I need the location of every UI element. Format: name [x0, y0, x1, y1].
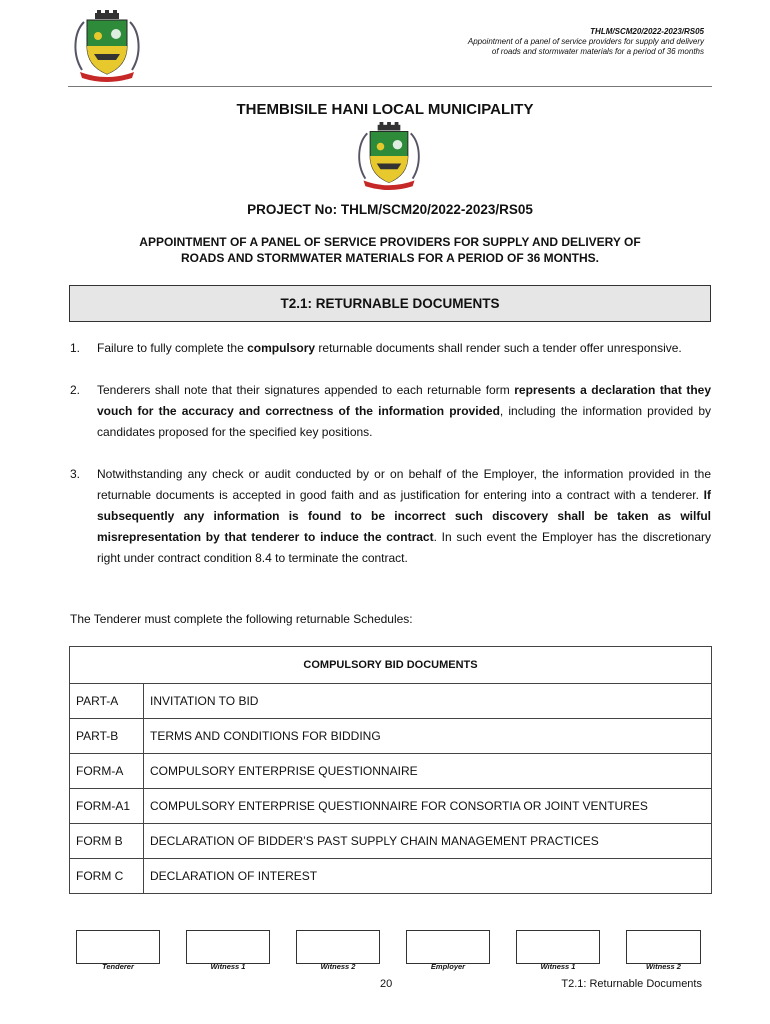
coat-of-arms-icon [70, 10, 144, 82]
municipality-title: THEMBISILE HANI LOCAL MUNICIPALITY [236, 101, 534, 118]
clause-text-bold: If subsequently any information is found to be incorrect such discovery shall be taken as wilful misrepresentation by that tenderer to induce the contract [97, 488, 711, 544]
document-code: PART-A [70, 684, 144, 719]
document-reference [374, 27, 704, 57]
employer-witness-1-initial-box[interactable] [516, 930, 600, 964]
clause-text-part: returnable documents shall render such a tender offer unresponsive. [315, 341, 682, 355]
employer-witness-2-initial-box[interactable] [626, 930, 701, 964]
employer-initial-box[interactable] [406, 930, 490, 964]
clause-number: 3. [70, 467, 81, 481]
table-row [70, 684, 712, 719]
document-description: INVITATION TO BID [144, 684, 712, 719]
witness-2-initial-box[interactable] [296, 930, 380, 964]
clause-1 [70, 338, 711, 359]
clause-text-part: . In such event the Employer has the discretionary right under contract condition 8.4 to terminate the contract. [97, 530, 711, 565]
clause-text [97, 380, 711, 443]
clause-2 [70, 380, 711, 443]
subject-line-1: APPOINTMENT OF A PANEL OF SERVICE PROVIDERS FOR SUPPLY AND DELIVERY OF [139, 235, 641, 249]
table-header-row [70, 647, 712, 684]
document-code: PART-B [70, 719, 144, 754]
clause-text-part: Notwithstanding any check or audit conducted by or on behalf of the Employer, the information provided in the returnable documents is accepted in good faith and as justification for entering into a contract with a tenderer. [97, 467, 711, 502]
clause-text [97, 338, 711, 359]
clause-number: 2. [70, 383, 81, 397]
table-row [70, 754, 712, 789]
signature-label: Witness 2 [320, 962, 356, 971]
witness-1-initial-box[interactable] [186, 930, 270, 964]
clause-text-bold: represents a declaration that they vouch for the accuracy and correctness of the information provided [97, 383, 711, 418]
document-code: FORM-A1 [70, 789, 144, 824]
section-heading: T2.1: RETURNABLE DOCUMENTS [69, 285, 711, 322]
schedules-intro: The Tenderer must complete the following returnable Schedules: [70, 612, 413, 626]
subject-line-2: ROADS AND STORMWATER MATERIALS FOR A PERIOD OF 36 MONTHS. [180, 251, 599, 265]
document-description: DECLARATION OF BIDDER’S PAST SUPPLY CHAIN MANAGEMENT PRACTICES [144, 824, 712, 859]
clause-3 [70, 464, 711, 569]
center-logo [352, 122, 426, 190]
table-row [70, 859, 712, 894]
signature-label: Witness 1 [540, 962, 576, 971]
page-number: 20 [380, 978, 393, 990]
project-subject [60, 234, 720, 266]
coat-of-arms-icon [352, 122, 426, 190]
reference-code: THLM/SCM20/2022-2023/RS05 [590, 27, 704, 36]
document-description: COMPULSORY ENTERPRISE QUESTIONNAIRE [144, 754, 712, 789]
header-divider [68, 86, 712, 87]
clause-text-part: Tenderers shall note that their signatures appended to each returnable form [97, 383, 515, 397]
table-row [70, 719, 712, 754]
reference-line-1: Appointment of a panel of service providers for supply and delivery [467, 37, 704, 46]
table-row [70, 789, 712, 824]
compulsory-documents-table [69, 646, 712, 894]
header-logo [70, 10, 144, 82]
signature-label: Witness 2 [646, 962, 681, 971]
clause-list [70, 338, 711, 590]
signature-label: Witness 1 [210, 962, 246, 971]
document-code: FORM B [70, 824, 144, 859]
clause-text-part: , including the information provided by candidates proposed for the specified key positions. [97, 404, 711, 439]
footer-title: T2.1: Returnable Documents [561, 978, 702, 990]
document-code: FORM C [70, 859, 144, 894]
signature-label: Employer [430, 962, 466, 971]
signature-label: Tenderer [102, 962, 134, 971]
table-row [70, 824, 712, 859]
clause-text-bold: compulsory [247, 341, 316, 355]
clause-text-part: Failure to fully complete the [97, 341, 248, 355]
tenderer-initial-box[interactable] [76, 930, 160, 964]
clause-text [97, 464, 711, 569]
document-description: DECLARATION OF INTEREST [144, 859, 712, 894]
project-number: PROJECT No: THLM/SCM20/2022-2023/RS05 [247, 202, 533, 217]
document-code: FORM-A [70, 754, 144, 789]
document-description: COMPULSORY ENTERPRISE QUESTIONNAIRE FOR CONSORTIA OR JOINT VENTURES [144, 789, 712, 824]
clause-number: 1. [70, 341, 81, 355]
document-description: TERMS AND CONDITIONS FOR BIDDING [144, 719, 712, 754]
table-heading: COMPULSORY BID DOCUMENTS [70, 647, 712, 684]
reference-line-2: of roads and stormwater materials for a period of 36 months [491, 47, 704, 56]
